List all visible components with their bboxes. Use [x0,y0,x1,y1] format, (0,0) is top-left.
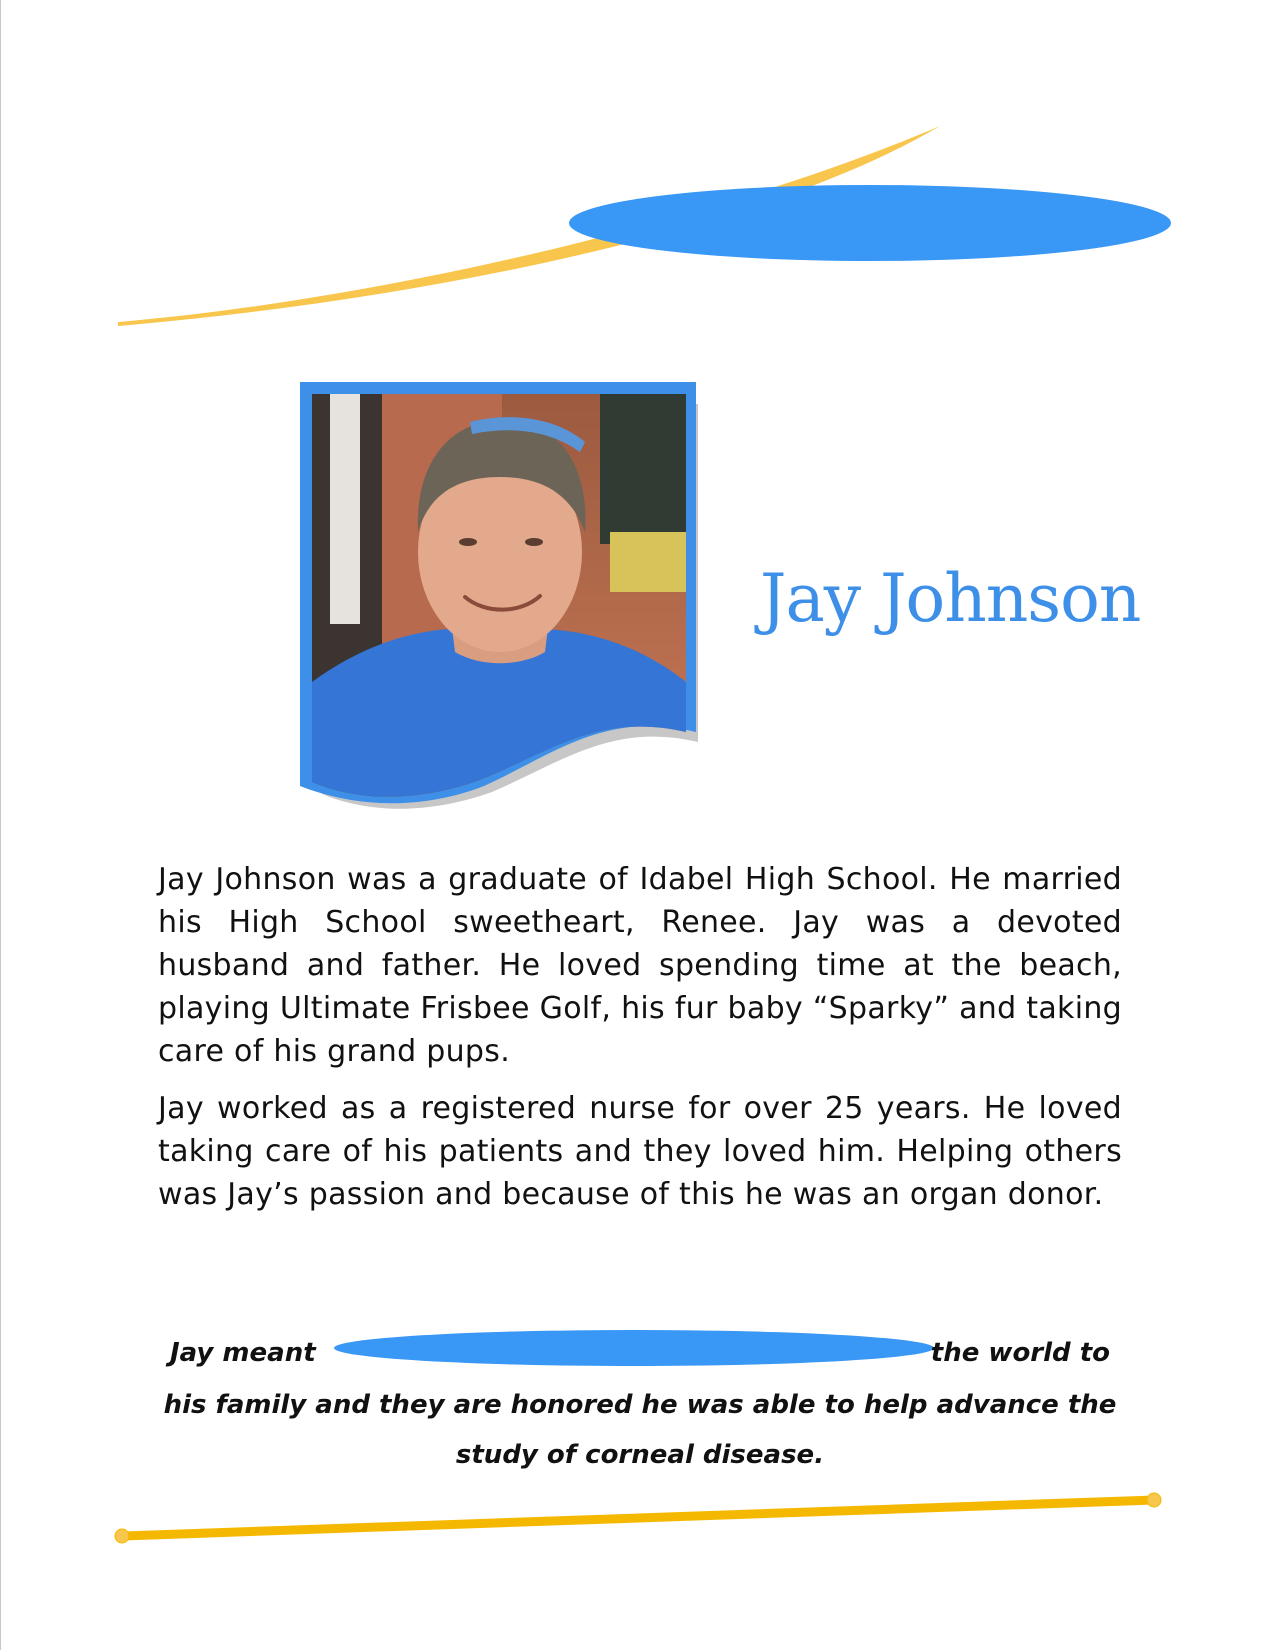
photo-frame-graphic [300,382,698,822]
gold-swoosh-top [118,126,940,326]
biography [158,858,1122,1230]
gold-line-bottom [122,1500,1154,1536]
page-left-edge [0,0,1,1650]
bio-paragraph: Jay Johnson was a graduate of Idabel High School. He married his High School sweetheart, Renee. Jay was a devoted husband and father. He loved spending time at the beach, playing Ultimate Frisbee Golf, his fur baby “Sparky” and taking care of his grand pups. [158,862,1122,1069]
tribute-quote [150,1330,1130,1480]
profile-photo [300,382,698,822]
quote-rest: his family and they are honored he was able to help advance the study of corneal disease. [163,1390,1117,1470]
quote-line-1 [150,1330,1130,1380]
quote-end: the world to [930,1338,1110,1368]
quote-start: Jay meant [170,1338,316,1368]
person-name: Jay Johnson [760,560,1141,637]
blue-oval-inline [334,1330,934,1366]
gold-line-cap-right [1147,1493,1161,1507]
bio-paragraph: Jay worked as a registered nurse for over 25 years. He loved taking care of his patients and they loved him. Helping others was Jay’s passion and because of this he was an organ donor. [158,1091,1122,1212]
blue-oval-top [569,185,1171,261]
gold-line-cap-left [115,1529,129,1543]
